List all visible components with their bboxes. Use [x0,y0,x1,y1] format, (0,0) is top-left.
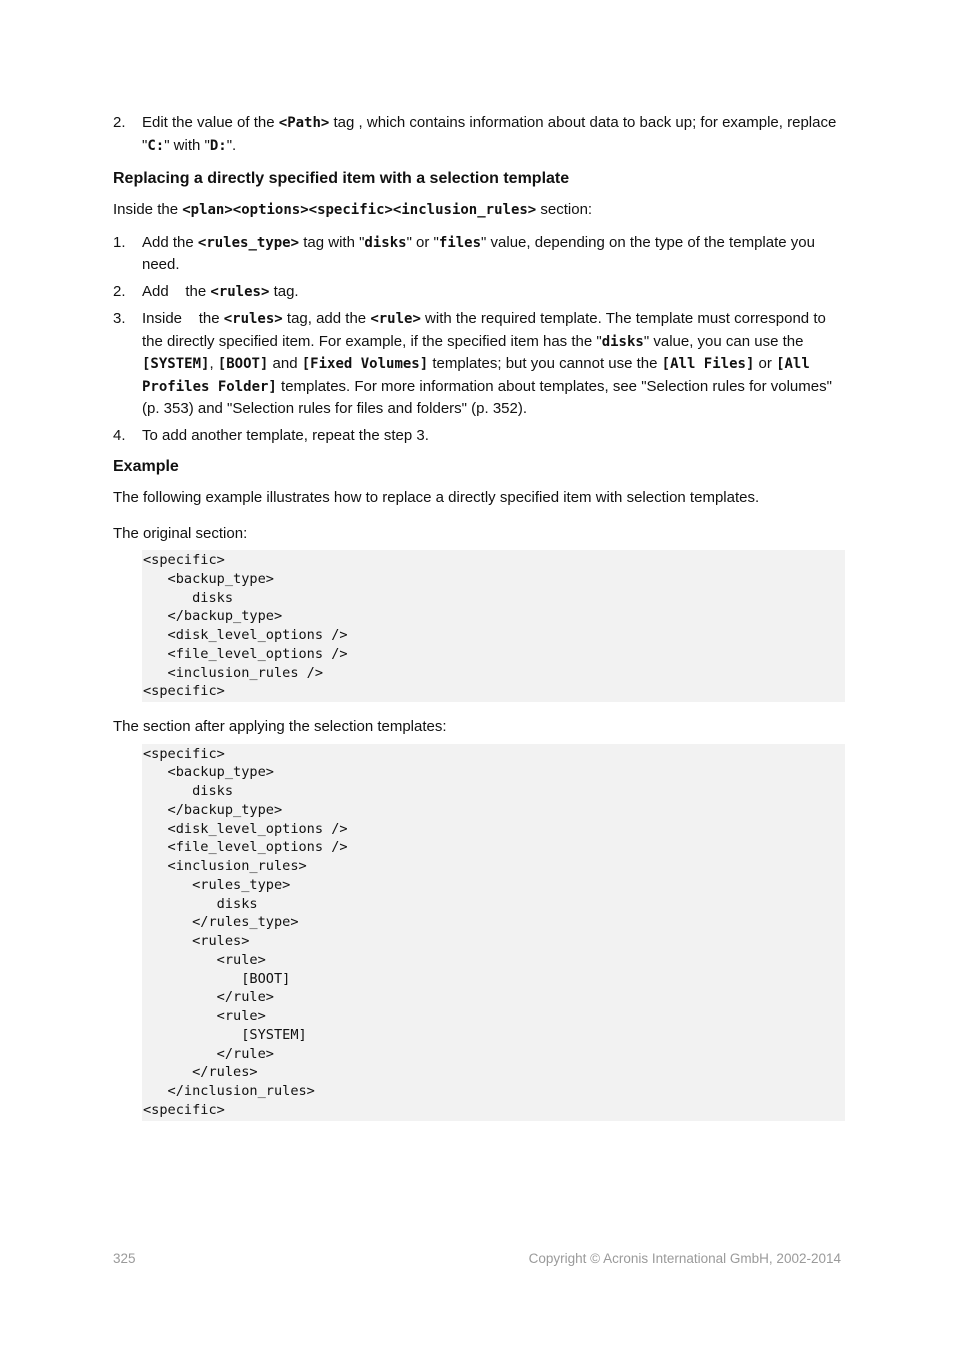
text: templates; but you cannot use the [428,355,662,372]
system-template: [SYSTEM] [142,356,210,372]
step-add-rules [113,281,845,304]
text: Inside the [142,310,224,327]
fixed-volumes-template: [Fixed Volumes] [301,356,429,372]
text: , [209,355,218,372]
text: " value, you can use the [643,332,808,350]
rules-tag: <rules> [223,311,283,327]
c-drive: C: [147,137,165,154]
text: " or " [406,233,439,251]
text: or [754,355,777,372]
after-label: The section after applying the selection templates: [113,718,447,735]
step-text [142,281,845,304]
step-text: To add another template, repeat the step 3. [142,426,429,444]
text: Inside the [113,201,183,218]
text: with the required template. The template must correspond to the directly specified item. For example, if the specified item has the " [142,310,830,350]
section-heading: Replacing a directly specified item with a selection template [113,170,570,187]
step-text [142,112,845,157]
text: tag. [269,282,299,300]
step-text [142,232,845,276]
after-code-block: <specific> <backup_type> disks </backup_type> <disk_level_options /> <file_level_options /> <inclusion_rules> <rules_type> disks </rules_type> <rules> <rule> [BOOT] </rule> <rule> [SYSTEM] </rule> </rules> </inclusion_rules> <specific> [142,744,845,1121]
boot-template: [BOOT] [217,356,269,372]
step-number: 2. [113,114,126,131]
page-number: 325 [113,1251,136,1266]
options-path-tag: <plan><options><specific><inclusion_rules> [182,202,537,218]
original-label: The original section: [113,524,248,542]
text: tag, add the [282,310,371,327]
rule-tag: <rule> [370,311,421,327]
disks-value: disks [601,333,644,350]
step-add-rules-type [113,232,845,276]
step-repeat [113,425,845,447]
text: Add the [142,233,198,251]
text: and [268,355,302,372]
d-drive: D: [209,137,227,154]
example-intro: The following example illustrates how to replace a directly specified item with selection templates. [113,489,760,506]
original-code-block: <specific> <backup_type> disks </backup_type> <disk_level_options /> <file_level_options /> <inclusion_rules /> <specific> [142,550,845,702]
step-number: 4. [113,426,126,444]
disks-value: disks [364,234,407,251]
copyright: Copyright © Acronis International GmbH, 2002-2014 [528,1251,841,1266]
step-edit-path [113,112,845,157]
document-page [113,112,845,1121]
text: tag with " [299,233,365,251]
step-number: 2. [113,282,126,300]
text: " with " [164,136,210,154]
text: tag , which contains information about data to back up; for example, replace " [142,114,837,154]
inside-paragraph [113,199,845,222]
all-profiles-template: [All Profiles Folder] [142,356,819,395]
example-heading: Example [113,458,179,475]
step-number: 1. [113,233,126,251]
text: section: [536,201,593,218]
files-value: files [438,234,482,251]
text: " value, depending on the type of the template you need. [142,233,815,273]
rules-type-tag: <rules_type> [197,234,300,251]
text: templates. For more information about templates, see "Selection rules for volumes" (p. 353) and "Selection rules for files and folders" (p. 352). [142,377,837,417]
all-files-template: [All Files] [661,356,755,372]
text: Add the [142,282,211,300]
text: ". [226,136,237,154]
text: Edit the value of the [142,114,279,131]
step-text [142,308,845,420]
path-tag: <Path> [278,115,330,131]
step-add-rule [113,308,845,420]
step-number: 3. [113,310,126,327]
rules-tag: <rules> [210,283,270,300]
